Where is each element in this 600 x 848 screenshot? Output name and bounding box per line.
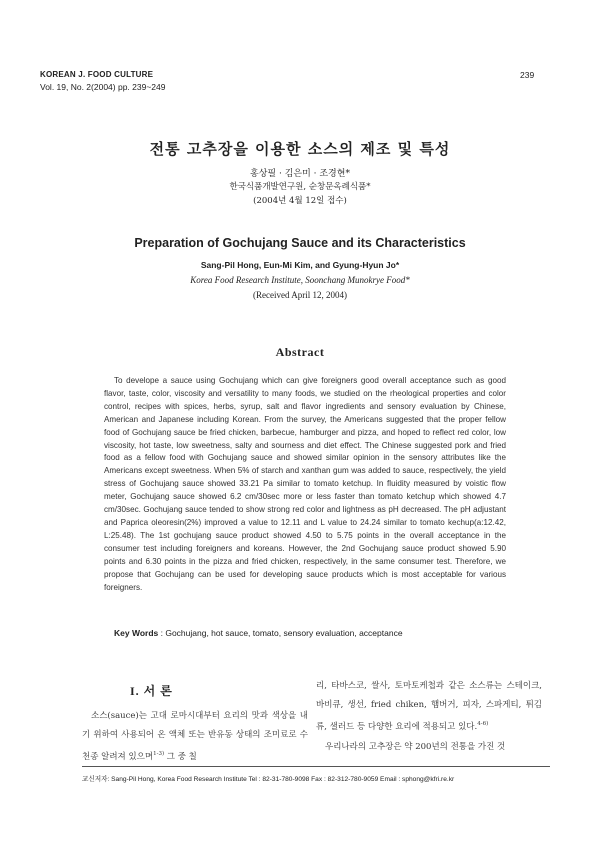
korean-authors: 홍상필 · 김은미 · 조경현*	[250, 169, 350, 179]
english-affiliation: Korea Food Research Institute, Soonchang Munokrye Food*	[190, 275, 410, 285]
intro-right-column	[316, 677, 542, 737]
abstract-body: To develope a sauce using Gochujang which can give foreigners good overall acceptance such as good flavor, taste, color, viscosity and versatility to many foods, we studied on the rheological properties and color control, recipes with spices, herbs, syrup, salt and flavor ingredients and sensory evaluation by Chinese, American and Japanese including Korean. From the survey, the Americans suggested that the proper fellow food of Gochujang sauce be fried chicken, barbecue, hamburger and pizza, and hoped to reflect red color, low viscosity, hot taste, low sweetness, salty and sourness and diet effect. The Chinese suggested pork and fried food as a fellow food with Gochujang sauce and showed similar opinion in the sensory attributes like the Americans except sweetness. When 5% of starch and xanthan gum was added to sauce, respectively, the yield stress of Gochujang sauce showed 33.21 Pa similar to tomato ketchup. In fluidity measured by voistic flow meter, Gochujang sauce showed 6.2 cm/30sec more or less faster than tomato ketchup which showed 4.7 cm/30sec. Gochujang sauce tended to show strong red color and lightness as pH decreased. The pH adjustant and Paprica oleoresin(2%) improved a value to 12.11 and L value to 24.24 similar to tomato kechup(a:12.42, L:25.48). The 1st gochujang sauce product showed 4.50 to 5.75 points in the overall acceptance in the consumer test including foreigners and koreans. However, the 2nd Gochujang sauce product showed 5.90 points and 6.30 points in the pizza and fried chicken, respectively, in the same consumer test. Therefore, we propose that Gochujang can be used for developing sauce products which is most acceptable for various foreigners.	[104, 376, 506, 592]
intro-left-column	[82, 707, 308, 767]
keywords-list: : Gochujang, hot sauce, tomato, sensory evaluation, acceptance	[160, 628, 403, 638]
citation-ref: 4-6)	[477, 721, 489, 727]
english-received-date: (Received April 12, 2004)	[253, 290, 347, 300]
intro-right-paragraph-2: 우리나라의 고추장은 약 200년의 전통을 가진 것	[325, 742, 506, 752]
keywords-label: Key Words	[114, 628, 159, 638]
page-number: 239	[520, 70, 535, 80]
intro-right-text: 리, 타바스코, 쌀사, 토마토케첩과 같은 소스류는 스테이크, 바비큐, 생선, fried chiken, 햄버거, 피자, 스파게티, 튀김류, 샐러드 등 다양한 요리에 적용되고 있다.	[316, 681, 542, 732]
abstract-heading: Abstract	[275, 345, 325, 359]
footer-divider	[82, 766, 550, 767]
intro-left-text: 소스(sauce)는 고대 로마시대부터 요리의 맛과 색상을 내기 위하여 사용되어 온 액체 또는 반유동 상태의 조미료로 수천종 알려져 있으며	[82, 711, 308, 762]
english-authors: Sang-Pil Hong, Eun-Mi Kim, and Gyung-Hyun Jo*	[200, 260, 400, 270]
corresponding-author-footer: 교신저자: Sang-Pil Hong, Korea Food Research Institute Tel : 82-31-780-9098 Fax : 82-312-780-9059 Email : sphong@kfri.re.kr	[82, 776, 455, 783]
korean-received-date: (2004년 4월 12일 접수)	[253, 196, 347, 206]
citation-ref: 1-3)	[153, 751, 165, 757]
journal-name: KOREAN J. FOOD CULTURE	[40, 70, 154, 79]
volume-info: Vol. 19, No. 2(2004) pp. 239~249	[40, 82, 166, 92]
korean-affiliation: 한국식품개발연구원, 순창문옥례식품*	[229, 182, 371, 192]
korean-title: 전통 고추장을 이용한 소스의 제조 및 특성	[149, 140, 451, 158]
intro-left-text-end: 그 중 칠	[164, 751, 197, 762]
english-title: Preparation of Gochujang Sauce and its Characteristics	[134, 236, 466, 250]
keywords	[114, 628, 514, 638]
section-heading-introduction: I. 서 론	[130, 684, 173, 698]
